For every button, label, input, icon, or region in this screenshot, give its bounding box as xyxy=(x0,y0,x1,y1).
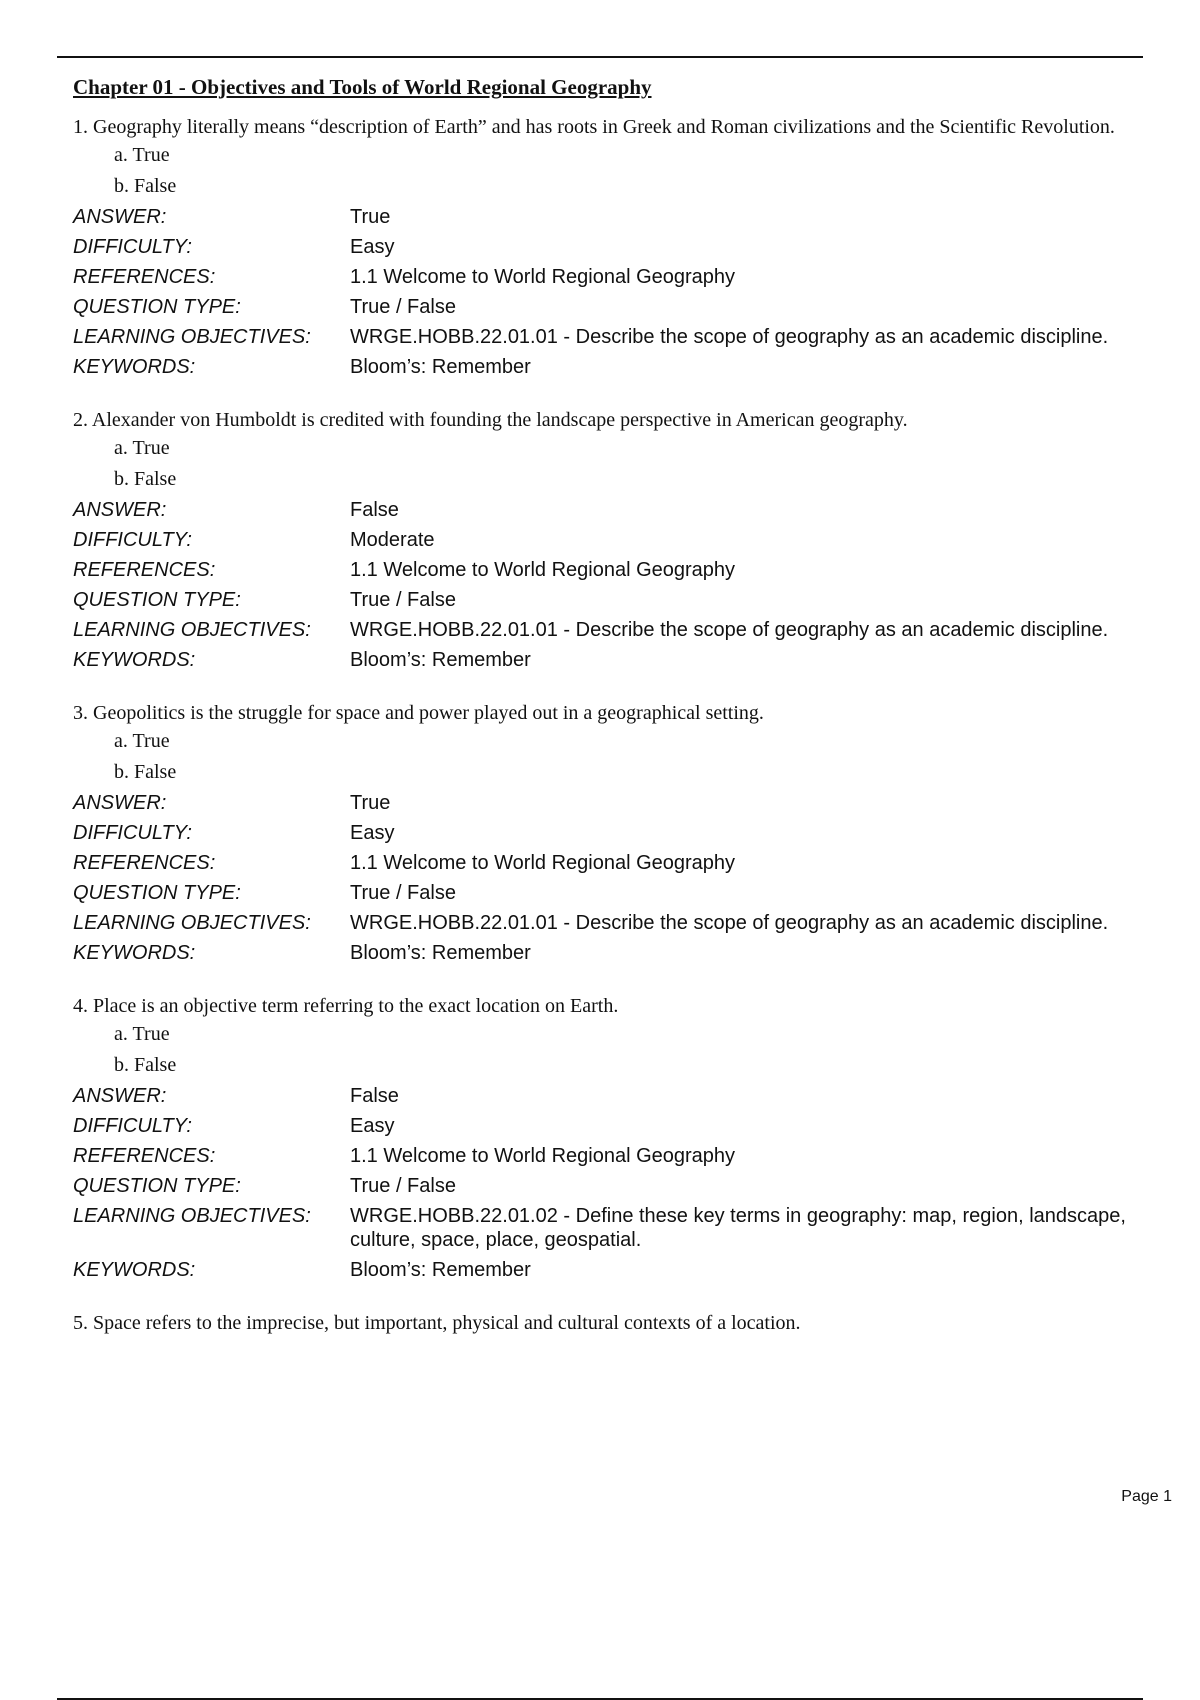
option-a: a. True xyxy=(114,730,170,752)
references-value: 1.1 Welcome to World Regional Geography xyxy=(350,266,736,288)
learning-objectives-label: LEARNING OBJECTIVES: xyxy=(73,1205,311,1227)
question-type-label: QUESTION TYPE: xyxy=(73,589,241,611)
references-value: 1.1 Welcome to World Regional Geography xyxy=(350,1145,736,1167)
question-metadata xyxy=(73,202,1133,382)
keywords-label: KEYWORDS: xyxy=(73,649,196,671)
learning-objectives-label: LEARNING OBJECTIVES: xyxy=(73,619,311,641)
options-list xyxy=(73,1019,1133,1081)
learning-objectives-value: WRGE.HOBB.22.01.01 - Describe the scope of geography as an academic discipline. xyxy=(350,619,1109,641)
options-list xyxy=(73,433,1133,495)
document-content xyxy=(73,73,1133,1336)
question-type-label: QUESTION TYPE: xyxy=(73,296,241,318)
question-type-value: True / False xyxy=(350,1175,456,1197)
options-list xyxy=(73,140,1133,202)
question-5 xyxy=(73,1311,1133,1336)
option-b: b. False xyxy=(114,468,177,490)
keywords-label: KEYWORDS: xyxy=(73,1259,196,1281)
question-4 xyxy=(73,994,1133,1285)
answer-label: ANSWER: xyxy=(73,1085,167,1107)
difficulty-label: DIFFICULTY: xyxy=(73,822,192,844)
question-type-value: True / False xyxy=(350,589,456,611)
difficulty-label: DIFFICULTY: xyxy=(73,529,192,551)
answer-label: ANSWER: xyxy=(73,206,167,228)
difficulty-label: DIFFICULTY: xyxy=(73,1115,192,1137)
keywords-value: Bloom’s: Remember xyxy=(350,942,531,964)
option-b: b. False xyxy=(114,175,177,197)
keywords-label: KEYWORDS: xyxy=(73,356,196,378)
option-b: b. False xyxy=(114,1054,177,1076)
question-1 xyxy=(73,115,1133,382)
option-b: b. False xyxy=(114,761,177,783)
answer-label: ANSWER: xyxy=(73,792,167,814)
difficulty-value: Easy xyxy=(350,236,395,258)
answer-value: False xyxy=(350,1085,399,1107)
answer-value: False xyxy=(350,499,399,521)
difficulty-value: Moderate xyxy=(350,529,435,551)
chapter-title: Chapter 01 - Objectives and Tools of World Regional Geography xyxy=(73,75,652,99)
learning-objectives-label: LEARNING OBJECTIVES: xyxy=(73,912,311,934)
question-metadata xyxy=(73,788,1133,968)
learning-objectives-value: WRGE.HOBB.22.01.01 - Describe the scope of geography as an academic discipline. xyxy=(350,326,1109,348)
question-text: 2. Alexander von Humboldt is credited with founding the landscape perspective in American geography. xyxy=(73,409,908,431)
top-rule xyxy=(57,56,1143,58)
references-label: REFERENCES: xyxy=(73,1145,216,1167)
question-text: 1. Geography literally means “description of Earth” and has roots in Greek and Roman civilizations and the Scientific Revolution. xyxy=(73,116,1115,138)
question-type-label: QUESTION TYPE: xyxy=(73,882,241,904)
keywords-value: Bloom’s: Remember xyxy=(350,1259,531,1281)
question-type-value: True / False xyxy=(350,882,456,904)
answer-value: True xyxy=(350,206,391,228)
answer-label: ANSWER: xyxy=(73,499,167,521)
question-type-label: QUESTION TYPE: xyxy=(73,1175,241,1197)
answer-value: True xyxy=(350,792,391,814)
learning-objectives-value: WRGE.HOBB.22.01.02 - Define these key terms in geography: map, region, landscape, culture, space, place, geospatial. xyxy=(350,1205,1126,1251)
keywords-value: Bloom’s: Remember xyxy=(350,649,531,671)
references-label: REFERENCES: xyxy=(73,852,216,874)
options-list xyxy=(73,726,1133,788)
question-text: 5. Space refers to the imprecise, but important, physical and cultural contexts of a location. xyxy=(73,1312,801,1334)
keywords-label: KEYWORDS: xyxy=(73,942,196,964)
question-type-value: True / False xyxy=(350,296,456,318)
page-number: Page 1 xyxy=(1121,1488,1172,1505)
difficulty-label: DIFFICULTY: xyxy=(73,236,192,258)
option-a: a. True xyxy=(114,437,170,459)
references-label: REFERENCES: xyxy=(73,559,216,581)
references-value: 1.1 Welcome to World Regional Geography xyxy=(350,559,736,581)
difficulty-value: Easy xyxy=(350,822,395,844)
learning-objectives-label: LEARNING OBJECTIVES: xyxy=(73,326,311,348)
question-metadata xyxy=(73,495,1133,675)
question-metadata xyxy=(73,1081,1133,1285)
keywords-value: Bloom’s: Remember xyxy=(350,356,531,378)
references-value: 1.1 Welcome to World Regional Geography xyxy=(350,852,736,874)
difficulty-value: Easy xyxy=(350,1115,395,1137)
option-a: a. True xyxy=(114,1023,170,1045)
option-a: a. True xyxy=(114,144,170,166)
references-label: REFERENCES: xyxy=(73,266,216,288)
question-2 xyxy=(73,408,1133,675)
question-text: 4. Place is an objective term referring to the exact location on Earth. xyxy=(73,995,619,1017)
question-3 xyxy=(73,701,1133,968)
question-text: 3. Geopolitics is the struggle for space and power played out in a geographical setting. xyxy=(73,702,764,724)
learning-objectives-value: WRGE.HOBB.22.01.01 - Describe the scope of geography as an academic discipline. xyxy=(350,912,1109,934)
